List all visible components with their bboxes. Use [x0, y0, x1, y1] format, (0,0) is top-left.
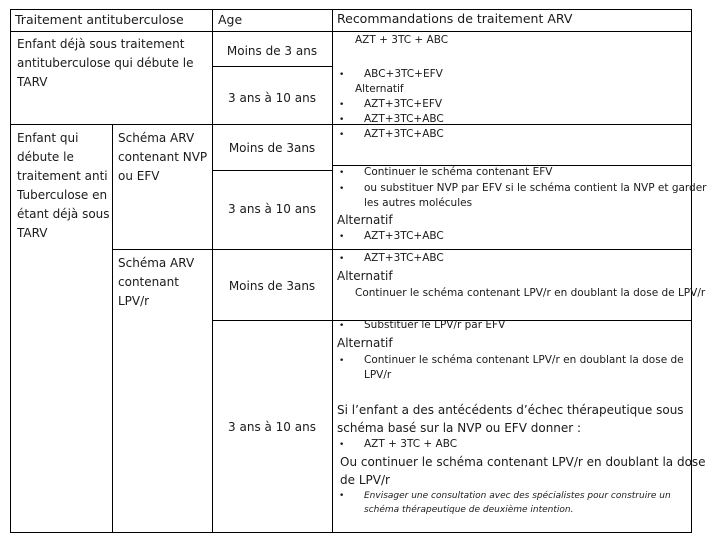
- rec-s2a-continue: Continuer le schéma contenant EFV: [364, 166, 553, 178]
- rec-s2a-substitute: ou substituer NVP par EFV si le schéma contient la NVP et garder: [364, 182, 707, 194]
- border-left: [10, 9, 11, 533]
- sub2-label-line: LPV/r: [118, 294, 150, 308]
- rec-s2b-substitute: Substituer le LPV/r par EFV: [364, 319, 506, 331]
- rec-s2b-failure: Si l’enfant a des antécédents d’échec thérapeutique sous: [337, 403, 684, 417]
- age-s2a-under3: Moins de 3ans: [228, 141, 316, 155]
- age-s2b-3to10: 3 ans à 10 ans: [228, 420, 316, 434]
- bullet: •: [339, 356, 345, 366]
- rec-s2a-under3: AZT+3TC+ABC: [364, 128, 444, 140]
- rule-col2: [212, 9, 213, 533]
- rule-age-s1: [212, 66, 332, 67]
- bullet: •: [339, 232, 345, 242]
- rec-s2b-failure-item: AZT + 3TC + ABC: [364, 438, 458, 450]
- sub1-label-line: Schéma ARV: [118, 131, 195, 145]
- rule-col3: [332, 9, 333, 533]
- rec-s2b-alt-item: LPV/r: [364, 369, 392, 381]
- bullet: •: [339, 130, 345, 140]
- rec-s2b-alt-label2: Alternatif: [337, 336, 393, 350]
- rec-s2a-alt-item: AZT+3TC+ABC: [364, 230, 444, 242]
- section2-label-line: TARV: [17, 226, 48, 240]
- section2-label-line: traitement anti: [17, 169, 108, 183]
- rec-s2b-alt-label: Alternatif: [337, 269, 393, 283]
- rec-s2b-alt-item: Continuer le schéma contenant LPV/r en doublant la dose de: [364, 354, 684, 366]
- rec-s2b-consult: schéma thérapeutique de deuxième intention.: [364, 505, 574, 515]
- bullet: •: [339, 100, 345, 110]
- section2-label-line: Tuberculose en: [17, 188, 108, 202]
- sub1-label-line: ou EFV: [118, 169, 160, 183]
- rec-s2b-or: de LPV/r: [340, 473, 390, 487]
- bullet: •: [339, 115, 345, 125]
- header-recommandations: Recommandations de traitement ARV: [337, 11, 573, 26]
- rec-s1-item: AZT+3TC+ABC: [364, 113, 444, 125]
- age-s2a-3to10: 3 ans à 10 ans: [228, 202, 316, 216]
- rule-top: [10, 9, 692, 10]
- sub1-label-line: contenant NVP: [118, 150, 208, 164]
- section2-label-line: Enfant qui: [17, 131, 79, 145]
- age-s1-under3: Moins de 3 ans: [226, 44, 318, 58]
- sub2-label-line: contenant: [118, 275, 179, 289]
- rec-s1-item: ABC+3TC+EFV: [364, 68, 443, 80]
- rec-s2b-failure: schéma basé sur la NVP ou EFV donner :: [337, 421, 582, 435]
- rec-s2b-item: AZT+3TC+ABC: [364, 252, 444, 264]
- header-age: Age: [218, 12, 243, 27]
- age-s1-3to10: 3 ans à 10 ans: [228, 91, 316, 105]
- sub2-label-line: Schéma ARV: [118, 256, 195, 270]
- section1-label-line: Enfant déjà sous traitement: [17, 37, 185, 51]
- rec-s2b-alt-text: Continuer le schéma contenant LPV/r en doublant la dose de LPV/r: [355, 287, 706, 299]
- rec-s1-item: AZT+3TC+EFV: [364, 98, 443, 110]
- rec-s2b-or: Ou continuer le schéma contenant LPV/r en doublant la dose: [340, 455, 706, 469]
- bullet: •: [339, 70, 345, 80]
- rule-age-s2a: [212, 170, 332, 171]
- bullet: •: [339, 254, 345, 264]
- header-traitement: Traitement antituberculose: [15, 12, 184, 27]
- rec-s2b-consult: Envisager une consultation avec des spécialistes pour construire un: [364, 491, 671, 501]
- bullet: •: [339, 168, 345, 178]
- rec-s2a-substitute: les autres molécules: [364, 197, 473, 209]
- section2-label-line: débute le: [17, 150, 74, 164]
- rec-s1-under3: AZT + 3TC + ABC: [355, 34, 449, 46]
- rule-sublabel: [112, 124, 113, 533]
- rule-header: [10, 31, 692, 32]
- section1-label-line: TARV: [17, 75, 48, 89]
- rec-s1-alt-label: Alternatif: [355, 83, 404, 95]
- rec-s2a-alt-label: Alternatif: [337, 213, 393, 227]
- bullet: •: [339, 491, 345, 501]
- bullet: •: [339, 321, 345, 331]
- bullet: •: [339, 440, 345, 450]
- section2-label-line: étant déjà sous: [17, 207, 110, 221]
- bullet: •: [339, 184, 345, 194]
- rule-sub1: [112, 249, 692, 250]
- age-s2b-under3: Moins de 3ans: [228, 279, 316, 293]
- section1-label-line: antituberculose qui débute le: [17, 56, 194, 70]
